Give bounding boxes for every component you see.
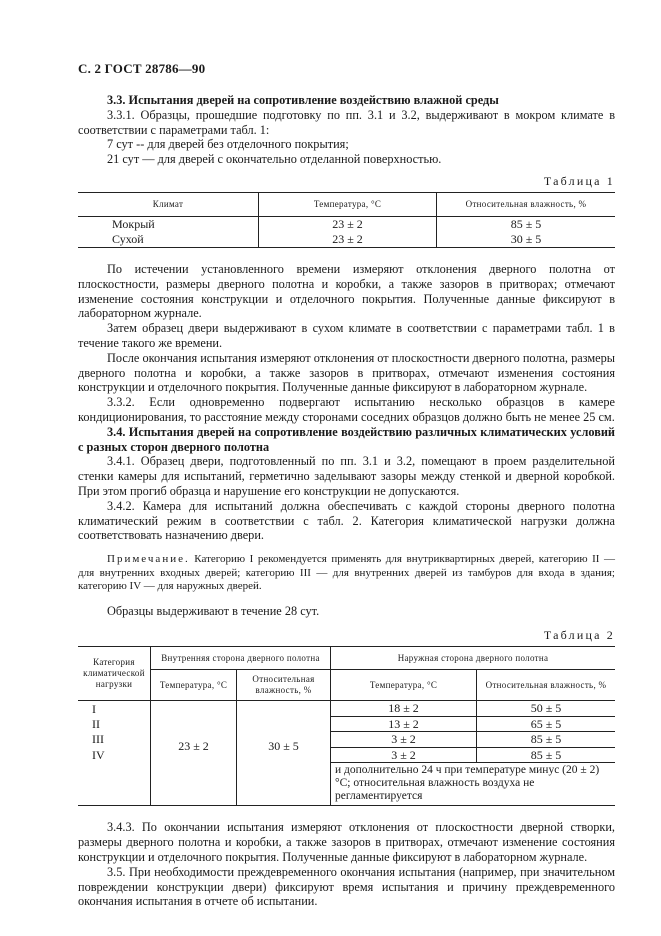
table-1-cell-climate: Сухой [78, 232, 259, 248]
table-1-cell-climate: Мокрый [112, 216, 155, 231]
table-2-cell-outer-humidity: 65 ± 5 [477, 716, 616, 732]
note-title: Примечание. [107, 553, 190, 566]
table-2-cell-category: I [92, 701, 96, 716]
table-1 [78, 192, 615, 248]
table-2-cell-inner-temperature: 23 ± 2 [151, 701, 237, 806]
table-2-cell-outer-temperature: 3 ± 2 [331, 747, 477, 763]
table-2-cell-outer-temperature: 18 ± 2 [331, 701, 477, 717]
table-1-cell-temperature: 23 ± 2 [259, 232, 437, 248]
table-2-cell-outer-humidity: 50 ± 5 [477, 701, 616, 717]
table-2-header-category: Категория климатической нагрузки [78, 647, 151, 701]
table-2-header-outer-humidity: Относительная влажность, % [477, 670, 616, 701]
table-1-header-humidity: Относительная влажность, % [437, 192, 616, 216]
table-2-caption: Таблица 2 [543, 628, 615, 643]
table-2-header-inner-humidity: Относительная влажность, % [237, 670, 331, 701]
table-2-header-outer-temperature: Температура, °С [331, 670, 477, 701]
paragraph-3-3-1: 3.3.1. Образцы, прошедшие подготовку по пп. 3.1 и 3.2, выдерживают в мокром климате в соответствии с параметрами табл. 1: [78, 107, 615, 137]
table-row [78, 232, 615, 248]
paragraph-3-3-2: 3.3.2. Если одновременно подвергают испытанию несколько образцов в камере кондиционирования, то расстояние между сторонами соседних образцов должно быть не менее 25 см. [78, 395, 615, 424]
table-row [78, 216, 615, 232]
paragraph-7-days: 7 сут -- для дверей без отделочного покрытия; [107, 137, 349, 152]
note-text: Категорию I рекомендуется применять для внутриквартирных дверей, категорию II — для внутренних входных дверей; категорию III — для внутренних дверей из тамбуров для входа в здания; категорию IV — для наружных дверей. [78, 553, 615, 593]
table-1-header-climate: Климат [78, 192, 259, 216]
paragraph-after-test: После окончания испытания измеряют отклонения от плоскостности дверного полотна, размеры дверного полотна и коробки, а также зазоров в притворах, отмечают изменения состояния конструкции и отделочного покрытия. Полученные данные фиксируют в лабораторном журнале. [78, 350, 616, 395]
paragraph-3-4-3: 3.4.3. По окончании испытания измеряют отклонения от плоскостности дверной створки, размеры дверного полотна и коробки, а также зазоров в притворах, отмечают изменение состояния конструкции и отделочного покрытия. Полученные данные фиксируют в лабораторном журнале. [78, 820, 615, 865]
page-content [78, 93, 615, 909]
paragraph-3-4-2: 3.4.2. Камера для испытаний должна обеспечивать с каждой стороны дверного полотна климатический режим в соответствии с табл. 2. Категория климатической нагрузки должна соответствовать назначению двери. [78, 498, 615, 543]
paragraph-3-4-1: 3.4.1. Образец двери, подготовленный по пп. 3.1 и 3.2, помещают в проем разделительной стенки камеры для испытаний, герметично заделывают зазоры между стенкой и дверной коробкой. При этом прогиб образца и нарушение его конструкции не допускаются. [78, 454, 615, 498]
paragraph-3-5: 3.5. При необходимости преждевременного окончания испытания (например, при значительном повреждении конструкции двери) фиксируют время испытания и причину преждевременного окончания испытания в отчете об испытании. [78, 864, 615, 909]
table-row [78, 701, 615, 717]
paragraph-after-period: По истечении установленного времени измеряют отклонения дверного полотна от плоскостности, размеры дверного полотна и коробки, а также зазоров в притворах; отмечают изменение состояния конструкции и отделочного покрытия. Полученные данные фиксируют в лабораторном журнале. [78, 261, 615, 321]
table-1-cell-temperature: 23 ± 2 [259, 216, 437, 232]
paragraph-dry-climate: Затем образец двери выдерживают в сухом климате в соответствии с параметрами табл. 1 в течение такого же времени. [78, 321, 615, 350]
table-2-cell-category: III [92, 732, 104, 747]
table-2-cell-category: IV [92, 747, 105, 762]
table-1-cell-humidity: 30 ± 5 [437, 232, 616, 248]
paragraph-28-days: Образцы выдерживают в течение 28 сут. [107, 603, 320, 618]
page-header: С. 2 ГОСТ 28786—90 [78, 61, 206, 76]
section-3-3-heading: 3.3. Испытания дверей на сопротивление воздействию влажной среды [107, 93, 499, 107]
table-1-caption: Таблица 1 [543, 173, 615, 188]
table-2-cell-outer-humidity: 85 ± 5 [477, 747, 616, 763]
table-2-cell-category: II [92, 716, 100, 731]
paragraph-21-days: 21 сут — для дверей с окончательно отделанной поверхностью. [107, 152, 442, 167]
table-2-header-inner-side: Внутренняя сторона дверного полотна [151, 647, 331, 670]
table-2-header-outer-side: Наружная сторона дверного полотна [331, 647, 616, 670]
table-1-header-temperature: Температура, °С [259, 192, 437, 216]
table-2-cell-outer-temperature: 13 ± 2 [331, 716, 477, 732]
table-2-cell-outer-humidity: 85 ± 5 [477, 732, 616, 748]
section-3-4-heading: 3.4. Испытания дверей на сопротивление воздействию различных климатических условий с разных сторон дверного полотна [78, 424, 615, 454]
table-2-cell-inner-humidity: 30 ± 5 [237, 701, 331, 806]
note [78, 553, 615, 594]
table-2 [78, 646, 615, 806]
table-1-cell-humidity: 85 ± 5 [437, 216, 616, 232]
table-1-header-row [78, 192, 615, 216]
table-2-header-inner-temperature: Температура, °С [151, 670, 237, 701]
table-2-cell-extra-condition: и дополнительно 24 ч при температуре минус (20 ± 2) °С; относительная влажность воздуха не регламентируется [331, 763, 616, 806]
table-2-cell-outer-temperature: 3 ± 2 [331, 732, 477, 748]
